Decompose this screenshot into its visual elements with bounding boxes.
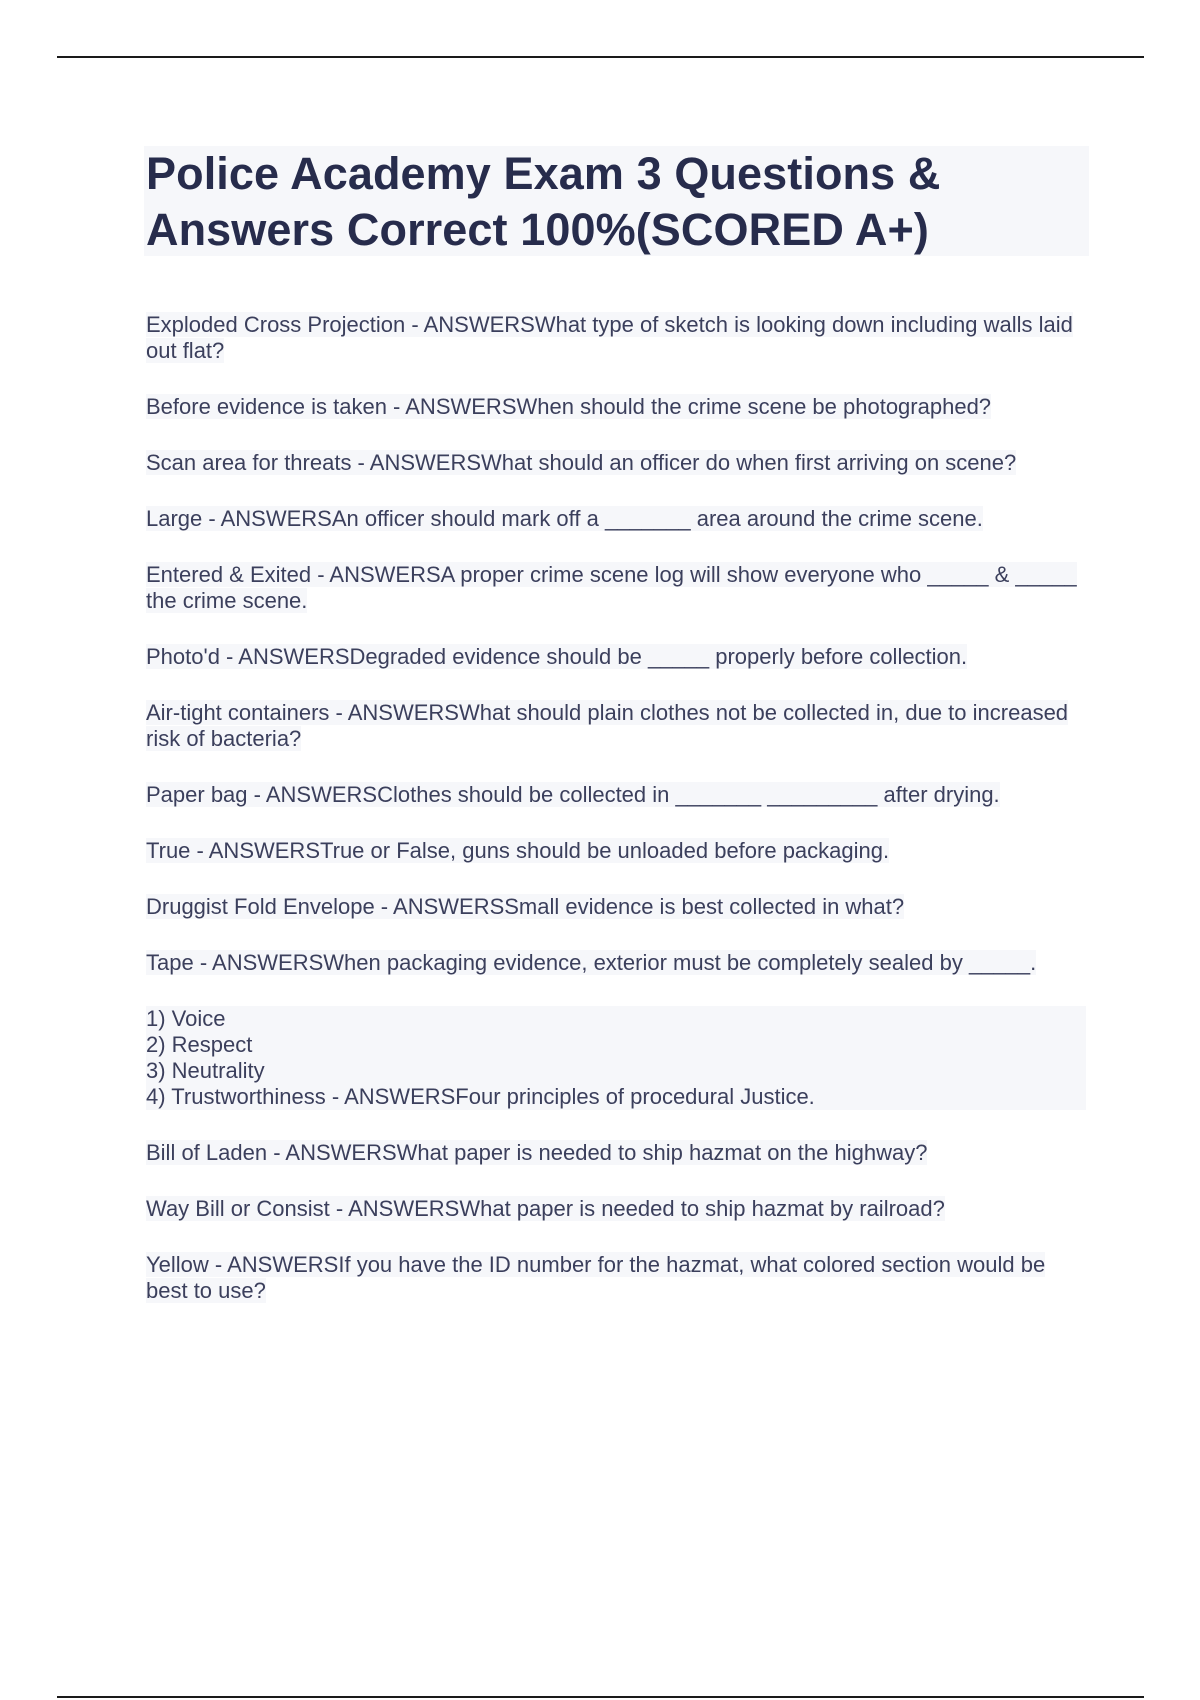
qa-item: Scan area for threats - ANSWERSWhat should an officer do when first arriving on scene? — [146, 450, 1017, 475]
principle-line: 3) Neutrality — [146, 1058, 1086, 1084]
qa-item: Way Bill or Consist - ANSWERSWhat paper is needed to ship hazmat by railroad? — [146, 1196, 945, 1221]
principle-line: 2) Respect — [146, 1032, 1086, 1058]
qa-item: Before evidence is taken - ANSWERSWhen should the crime scene be photographed? — [146, 394, 992, 419]
document-title: Police Academy Exam 3 Questions & Answers Correct 100%(SCORED A+) — [146, 148, 941, 255]
qa-item: Exploded Cross Projection - ANSWERSWhat type of sketch is looking down including walls laid out flat? — [146, 312, 1073, 363]
qa-item: True - ANSWERSTrue or False, guns should be unloaded before packaging. — [146, 838, 890, 863]
qa-item: Yellow - ANSWERSIf you have the ID number for the hazmat, what colored section would be best to use? — [146, 1252, 1046, 1303]
footer-rule — [57, 1696, 1144, 1698]
qa-item: Entered & Exited - ANSWERSA proper crime scene log will show everyone who _____ & _____ the crime scene. — [146, 562, 1077, 613]
principle-line: 1) Voice — [146, 1006, 1086, 1032]
qa-item: Tape - ANSWERSWhen packaging evidence, exterior must be completely sealed by _____. — [146, 950, 1037, 975]
qa-item: Paper bag - ANSWERSClothes should be collected in _______ _________ after drying. — [146, 782, 1000, 807]
qa-item: Air-tight containers - ANSWERSWhat should plain clothes not be collected in, due to increased risk of bacteria? — [146, 700, 1069, 751]
qa-list — [146, 312, 1086, 1334]
qa-item: Bill of Laden - ANSWERSWhat paper is needed to ship hazmat on the highway? — [146, 1140, 928, 1165]
qa-item-principles — [146, 1006, 1086, 1110]
header-rule — [57, 56, 1144, 58]
qa-item: Large - ANSWERSAn officer should mark off a _______ area around the crime scene. — [146, 506, 983, 531]
qa-item: Druggist Fold Envelope - ANSWERSSmall evidence is best collected in what? — [146, 894, 905, 919]
principle-line: 4) Trustworthiness - ANSWERSFour principles of procedural Justice. — [146, 1084, 1086, 1110]
qa-item: Photo'd - ANSWERSDegraded evidence should be _____ properly before collection. — [146, 644, 968, 669]
